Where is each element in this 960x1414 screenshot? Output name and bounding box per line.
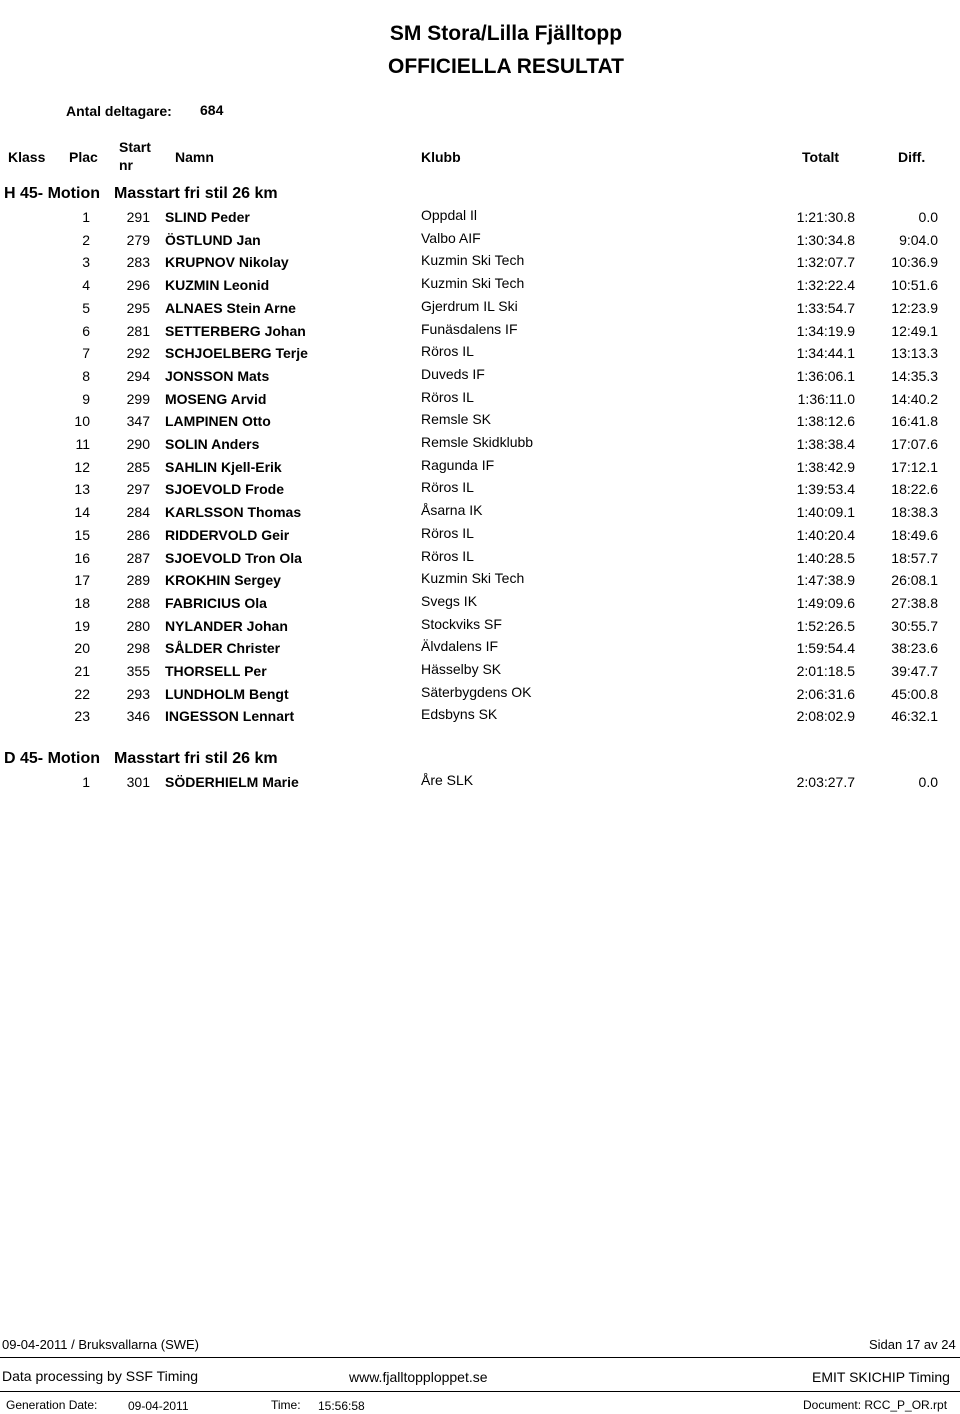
result-total: 1:59:54.4 [796, 640, 855, 657]
result-total: 1:40:20.4 [796, 526, 855, 543]
result-total: 1:38:38.4 [796, 436, 855, 452]
result-place: 15 [74, 526, 90, 543]
result-start-nr: 285 [126, 458, 150, 475]
section-klass: H 45- Motion [4, 185, 100, 202]
result-place: 1 [82, 774, 90, 790]
table-row [0, 774, 960, 796]
result-club: Remsle SK [421, 411, 492, 428]
result-diff: 10:36.9 [891, 254, 938, 271]
result-start-nr: 347 [126, 413, 150, 430]
result-start-nr: 346 [126, 708, 150, 725]
result-start-nr: 289 [126, 572, 150, 589]
result-total: 2:03:27.7 [796, 774, 855, 790]
result-club: Svegs IK [421, 592, 478, 609]
result-name: SAHLIN Kjell-Erik [165, 458, 282, 475]
result-total: 1:49:09.6 [796, 594, 855, 611]
result-start-nr: 288 [126, 594, 150, 611]
result-name: INGESSON Lennart [165, 708, 295, 725]
result-diff: 30:55.7 [891, 617, 938, 634]
result-club: Älvdalens IF [421, 638, 499, 655]
column-start-nr: nr [119, 157, 133, 173]
result-name: KUZMIN Leonid [165, 277, 270, 294]
result-diff: 18:38.3 [891, 504, 938, 521]
result-club: Röros IL [421, 343, 474, 360]
result-diff: 18:49.6 [891, 526, 938, 543]
result-name: NYLANDER Johan [165, 617, 288, 634]
result-start-nr: 293 [126, 685, 150, 702]
table-row [0, 436, 960, 458]
result-total: 2:08:02.9 [796, 708, 855, 725]
table-row [0, 504, 960, 526]
footer-time-value: 15:56:58 [318, 1399, 365, 1413]
result-start-nr: 279 [126, 231, 150, 248]
page-subtitle: OFFICIELLA RESULTAT [387, 55, 625, 78]
footer-website: www.fjalltopploppet.se [349, 1369, 488, 1385]
result-place: 8 [82, 367, 90, 384]
result-total: 1:32:22.4 [796, 277, 855, 294]
result-diff: 14:35.3 [891, 367, 938, 384]
table-row [0, 229, 960, 254]
footer-divider [0, 1357, 960, 1358]
footer-processing: Data processing by SSF Timing [2, 1368, 199, 1384]
result-diff: 18:57.7 [891, 549, 938, 566]
column-klubb: Klubb [421, 149, 461, 165]
table-row [0, 640, 960, 662]
table-row [0, 297, 960, 322]
table-row [0, 254, 960, 276]
result-club: Edsbyns SK [421, 706, 498, 723]
result-place: 7 [82, 345, 90, 362]
result-start-nr: 295 [126, 299, 150, 316]
column-plac: Plac [69, 149, 98, 165]
result-name: ALNAES Stein Arne [165, 299, 296, 316]
result-club: Remsle Skidklubb [421, 434, 534, 450]
table-row [0, 615, 960, 640]
result-start-nr: 298 [126, 640, 150, 657]
result-total: 1:34:19.9 [796, 322, 855, 339]
result-total: 1:21:30.8 [796, 209, 855, 225]
result-diff: 45:00.8 [891, 685, 938, 702]
result-place: 20 [74, 640, 90, 657]
result-place: 17 [74, 572, 90, 589]
result-total: 1:34:44.1 [796, 345, 855, 362]
result-start-nr: 286 [126, 526, 150, 543]
column-namn: Namn [175, 149, 214, 165]
result-total: 1:47:38.9 [796, 572, 855, 589]
result-place: 19 [74, 617, 90, 634]
column-totalt: Totalt [802, 149, 840, 165]
result-place: 10 [74, 413, 90, 430]
result-club: Ragunda IF [421, 456, 495, 473]
table-row [0, 365, 960, 390]
result-diff: 13:13.3 [891, 345, 938, 362]
section-race: Masstart fri stil 26 km [114, 750, 278, 767]
result-diff: 27:38.8 [891, 594, 938, 611]
result-name: ÖSTLUND Jan [165, 231, 261, 248]
footer-date-place: 09-04-2011 / Bruksvallarna (SWE) [2, 1337, 200, 1352]
result-name: SOLIN Anders [165, 436, 260, 452]
result-diff: 0.0 [918, 209, 938, 225]
result-name: SJOEVOLD Frode [165, 481, 285, 498]
result-place: 3 [82, 254, 90, 271]
footer-generation-value: 09-04-2011 [128, 1399, 189, 1413]
result-place: 18 [74, 594, 90, 611]
footer-timing: EMIT SKICHIP Timing [812, 1369, 950, 1385]
result-total: 1:33:54.7 [796, 299, 855, 316]
result-place: 12 [74, 458, 90, 475]
result-diff: 0.0 [918, 774, 938, 790]
result-club: Funäsdalens IF [421, 320, 518, 337]
result-diff: 26:08.1 [891, 572, 938, 589]
result-club: Åre SLK [421, 772, 474, 788]
result-diff: 12:23.9 [891, 299, 938, 316]
table-row [0, 413, 960, 435]
result-diff: 16:41.8 [891, 413, 938, 430]
result-diff: 9:04.0 [899, 231, 938, 248]
column-diff: Diff. [898, 149, 926, 165]
table-row [0, 481, 960, 503]
participants-label: Antal deltagare: [66, 103, 172, 119]
result-name: KARLSSON Thomas [165, 504, 302, 521]
result-diff: 38:23.6 [891, 640, 938, 657]
result-total: 1:38:12.6 [796, 413, 855, 430]
result-place: 23 [74, 708, 90, 725]
column-start: Start [119, 139, 151, 155]
table-row [0, 663, 960, 685]
participants-value: 684 [200, 102, 224, 118]
result-total: 1:36:11.0 [797, 390, 855, 407]
result-name: THORSELL Per [165, 663, 267, 679]
page-title: SM Stora/Lilla Fjälltopp [389, 22, 623, 45]
result-club: Duveds IF [421, 365, 485, 382]
result-diff: 10:51.6 [891, 277, 938, 294]
result-place: 11 [75, 436, 90, 452]
result-club: Åsarna IK [421, 502, 483, 519]
result-total: 1:32:07.7 [796, 254, 855, 271]
result-place: 5 [82, 299, 90, 316]
result-club: Röros IL [421, 547, 474, 564]
result-place: 22 [74, 685, 90, 702]
footer-document: Document: RCC_P_OR.rpt [803, 1398, 948, 1412]
column-klass: Klass [8, 149, 46, 165]
result-start-nr: 291 [126, 209, 150, 225]
table-row [0, 345, 960, 367]
table-row [0, 456, 960, 481]
table-row [0, 708, 960, 730]
table-row [0, 592, 960, 617]
result-diff: 18:22.6 [891, 481, 938, 498]
result-club: Valbo AIF [421, 229, 481, 246]
result-name: SLIND Peder [165, 209, 250, 225]
result-place: 14 [74, 504, 90, 521]
table-row [0, 524, 960, 549]
result-name: KRUPNOV Nikolay [165, 254, 289, 271]
result-start-nr: 355 [126, 663, 150, 679]
result-name: SÖDERHIELM Marie [165, 774, 299, 790]
result-place: 1 [82, 209, 90, 225]
result-start-nr: 280 [126, 617, 150, 634]
table-row [0, 277, 960, 299]
result-name: LAMPINEN Otto [165, 413, 271, 430]
result-name: SÅLDER Christer [165, 640, 281, 657]
result-start-nr: 287 [126, 549, 150, 566]
result-diff: 46:32.1 [891, 708, 938, 725]
result-club: Röros IL [421, 388, 474, 405]
section-klass: D 45- Motion [4, 750, 100, 767]
result-start-nr: 283 [126, 254, 150, 271]
result-start-nr: 297 [126, 481, 150, 498]
result-total: 2:06:31.6 [796, 685, 855, 702]
table-row [0, 547, 960, 572]
result-club: Kuzmin Ski Tech [421, 275, 525, 292]
result-place: 9 [82, 390, 90, 407]
result-club: Röros IL [421, 479, 474, 496]
table-row [0, 209, 960, 231]
table-row [0, 388, 960, 413]
result-total: 1:36:06.1 [796, 367, 855, 384]
result-club: Säterbygdens OK [421, 683, 532, 700]
result-place: 13 [74, 481, 90, 498]
result-start-nr: 296 [126, 277, 150, 294]
result-club: Kuzmin Ski Tech [421, 570, 525, 587]
result-start-nr: 281 [126, 322, 150, 339]
result-place: 6 [82, 322, 90, 339]
result-name: MOSENG Arvid [165, 390, 267, 407]
result-place: 4 [82, 277, 90, 294]
section-race: Masstart fri stil 26 km [114, 185, 278, 202]
result-diff: 14:40.2 [891, 390, 938, 407]
result-diff: 17:07.6 [891, 436, 938, 452]
result-club: Röros IL [421, 524, 474, 541]
result-name: KROKHIN Sergey [165, 572, 281, 589]
result-total: 1:39:53.4 [796, 481, 855, 498]
result-name: RIDDERVOLD Geir [165, 526, 290, 543]
footer-page: Sidan 17 av 24 [869, 1337, 956, 1352]
result-name: SCHJOELBERG Terje [165, 345, 308, 362]
result-club: Gjerdrum IL Ski [421, 297, 518, 314]
result-start-nr: 290 [126, 436, 150, 452]
table-row [0, 572, 960, 594]
result-start-nr: 294 [126, 367, 150, 384]
footer-time-label: Time: [271, 1398, 301, 1412]
result-name: LUNDHOLM Bengt [165, 685, 289, 702]
result-total: 1:40:09.1 [796, 504, 855, 521]
result-total: 1:40:28.5 [796, 549, 855, 566]
result-name: SETTERBERG Johan [165, 322, 306, 339]
result-diff: 12:49.1 [891, 322, 938, 339]
result-total: 1:52:26.5 [796, 617, 855, 634]
result-club: Kuzmin Ski Tech [421, 252, 525, 269]
result-name: FABRICIUS Ola [165, 594, 267, 611]
result-place: 16 [74, 549, 90, 566]
result-start-nr: 299 [126, 390, 150, 407]
table-row [0, 683, 960, 708]
result-club: Stockviks SF [421, 615, 502, 632]
result-place: 2 [82, 231, 90, 248]
result-start-nr: 301 [126, 774, 150, 790]
result-name: SJOEVOLD Tron Ola [165, 549, 302, 566]
result-name: JONSSON Mats [165, 367, 270, 384]
result-total: 1:30:34.8 [796, 231, 855, 248]
result-total: 1:38:42.9 [796, 458, 855, 475]
footer-divider [0, 1391, 960, 1392]
result-club: Oppdal Il [421, 207, 478, 223]
result-diff: 39:47.7 [891, 663, 938, 679]
result-start-nr: 292 [126, 345, 150, 362]
result-diff: 17:12.1 [891, 458, 938, 475]
result-place: 21 [74, 663, 90, 679]
footer-generation-label: Generation Date: [6, 1398, 98, 1412]
result-total: 2:01:18.5 [796, 663, 855, 679]
table-row [0, 320, 960, 345]
result-club: Hässelby SK [421, 661, 502, 677]
result-start-nr: 284 [126, 504, 150, 521]
